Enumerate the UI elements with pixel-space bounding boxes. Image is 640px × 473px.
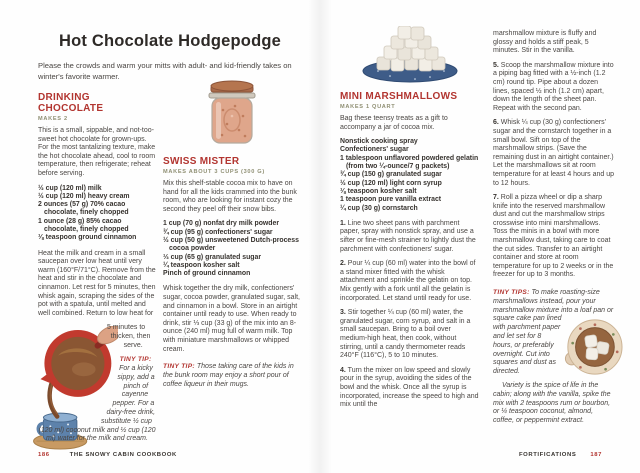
ingredient: ⅓ cup (65 g) granulated sugar	[163, 253, 262, 261]
ingredient: ⅛ teaspoon kosher salt	[340, 187, 417, 195]
recipe-step	[493, 119, 615, 188]
recipe-step	[340, 367, 480, 410]
step-text: Line two sheet pans with parchment paper, spray with nonstick spray, and use a sifter or fine-mesh strainer to lightly dust the parchment with confectioners' sugar.	[340, 219, 476, 253]
ingredient: ¼ teaspoon kosher salt	[163, 261, 240, 269]
tip-label: TINY TIP:	[163, 363, 195, 371]
left-footer	[38, 452, 177, 458]
recipe-swiss-mister	[163, 78, 300, 395]
ingredient: 1 tablespoon unflavored powdered gelatin (from two ¼-ounce/7 g packets)	[340, 154, 479, 171]
ingredient-list	[340, 138, 480, 213]
tip-text: To make roasting-size marshmallows instead, pour your marshmallow mixture into a loaf pan	[493, 289, 606, 314]
tip-text: Those taking care of the kids in the bunk room may enjoy a short pour of coffee liqueur in their mugs.	[163, 363, 294, 388]
step-text: Turn the mixer on low speed and slowly pour in the syrup, avoiding the sides of the bowl and the whisk. Once all the syrup is incorporated, increase the speed to high and mix until the	[340, 366, 479, 409]
step-text: Whisk ¼ cup (30 g) confectioners' sugar and the cornstarch together in a small bowl. Sift on top of the marshmallow strips. (Save the remaining dust in an airtight container.) Let the marshmallows sit at room temperature for at least 4 hours and up to 12 hours.	[493, 119, 615, 187]
page-number: 186	[38, 452, 50, 458]
ingredient: ½ cup (120 ml) heavy cream	[38, 192, 130, 200]
tiny-tip	[493, 289, 615, 377]
step-number: 6.	[493, 119, 499, 127]
ingredient: ½ cup (120 ml) light corn syrup	[340, 179, 442, 187]
recipe-heading: DRINKING CHOCOLATE	[38, 92, 104, 114]
tiny-tip-variety: Variety is the spice of life in the cabin; along with the vanilla, spike the mix with 2 teaspoons rum or bourbon, or ¼ teaspoon coconut, almond, coffee, or peppermint extract.	[493, 382, 611, 425]
ingredient: Confectioners' sugar	[340, 146, 409, 154]
cocoa-jar-illustration	[203, 80, 261, 146]
ingredient: 1 ounce (28 g) 85% cacao chocolate, finely chopped	[38, 217, 129, 234]
step-number: 1.	[340, 219, 346, 227]
marshmallow-pile-art	[360, 26, 460, 84]
recipe-yield: MAKES 1 QUART	[340, 104, 396, 110]
recipe-drinking-chocolate	[38, 92, 156, 452]
ingredient-list	[163, 220, 300, 278]
ingredient: ¼ cup (30 g) cornstarch	[340, 204, 418, 212]
recipe-step	[340, 309, 480, 361]
recipe-step	[340, 220, 480, 254]
pour-illustration-zone	[38, 324, 156, 452]
recipe-mini-marshmallows	[340, 24, 480, 416]
recipe-step	[340, 260, 480, 303]
recipe-step	[493, 62, 615, 114]
recipe-yield: MAKES 2	[38, 116, 68, 122]
instructions-continued: 5 minutes to thicken, then serve.	[107, 324, 151, 349]
footer-chapter-title: FORTIFICATIONS	[518, 452, 577, 458]
ingredient: ¾ cup (95 g) confectioners' sugar	[163, 228, 273, 236]
page-number: 187	[590, 452, 602, 458]
page-gutter	[308, 0, 332, 473]
recipe-heading: SWISS MISTER	[163, 156, 240, 167]
step-number: 3.	[340, 309, 346, 317]
step-text: Roll a pizza wheel or dip a sharp knife into the reserved marshmallow dust and cut the marshmallow strips crosswise into mini marshmallows. Toss the minis in a bowl with more marshmallow dust, taking care to coat the cut sides. Transfer to an airtight container and store at room temperature for up to 2 weeks or in the freezer for up to 3 months.	[493, 194, 614, 279]
step-text: Scoop the marshmallow mixture into a piping bag fitted with a ½-inch (1.2 cm) round tip. Pipe about a dozen lines, spaced ½ inch (1.2 cm) apart, down the length of the sheet pan. Repeat with the second pan.	[493, 61, 614, 112]
step-number: 2.	[340, 260, 346, 268]
step-number: 7.	[493, 194, 499, 202]
footer-book-title: THE SNOWY CABIN COOKBOOK	[69, 452, 177, 458]
ingredient: 1 teaspoon pure vanilla extract	[340, 196, 442, 204]
ingredient: Pinch of ground cinnamon	[163, 270, 251, 278]
recipe-yield: MAKES ABOUT 3 CUPS (300 G)	[163, 169, 265, 175]
recipe-steps-continued	[493, 30, 615, 431]
page-title: Hot Chocolate Hodgepodge	[58, 32, 282, 50]
tip-label: TINY TIPS:	[493, 289, 530, 297]
step-number: 5.	[493, 61, 499, 69]
ingredient: ½ cup (120 ml) milk	[38, 184, 102, 192]
ingredient-list	[38, 185, 156, 243]
ingredient: 1 cup (70 g) nonfat dry milk powder	[163, 220, 280, 228]
ingredient: ⅛ teaspoon ground cinnamon	[38, 234, 137, 242]
tip-label: TINY TIP:	[119, 356, 152, 364]
cocoa-mug-illustration	[563, 317, 623, 377]
recipe-heading: MINI MARSHMALLOWS	[340, 91, 458, 102]
step-text: Pour ¼ cup (60 ml) water into the bowl of a stand mixer fitted with the whisk attachment and sprinkle the gelatin on top. Mix gently with a fork until all the gelatin is incorporated. Let stand until ready for use.	[340, 260, 476, 302]
step-continuation: marshmallow mixture is fluffy and glossy and holds a stiff peak, 5 minutes. Stir in the vanilla.	[493, 30, 597, 55]
recipe-description: Mix this shelf-stable cocoa mix to have on hand for all the kids crammed into the bunk room, who are looking for instant cozy the second they peel off their snow bibs.	[163, 180, 297, 213]
intro-text: Please the crowds and warm your mitts with adult- and kid-friendly takes on winter's favorite warmer.	[38, 61, 292, 81]
right-footer	[519, 452, 602, 458]
cocoa-mug-art	[563, 317, 623, 377]
tiny-tip	[163, 363, 300, 389]
tiny-tips	[493, 289, 615, 431]
tip-text: or square cake pan lined with parchment paper and let set for 8 hours, or preferably overnight. Cut into squares and dust as directed.	[493, 306, 614, 376]
step-number: 4.	[340, 366, 346, 374]
ingredient: 2 ounces (57 g) 70% cacao chocolate, finely chopped	[38, 201, 129, 217]
cocoa-jar-art	[203, 80, 261, 146]
ingredient: ½ cup (50 g) unsweetened Dutch-process cocoa powder	[163, 236, 299, 253]
recipe-description: This is a small, sippable, and not-too-sweet hot chocolate for grown-ups. For the most tantalizing texture, make the hot chocolate ahead, cool to room temperature, then refrigerate; reheat before serving.	[38, 127, 156, 177]
ingredient: ¾ cup (150 g) granulated sugar	[340, 171, 442, 179]
recipe-step	[493, 194, 615, 280]
marshmallow-pile-illustration	[360, 26, 460, 84]
step-text: Stir together ¼ cup (60 ml) water, the granulated sugar, corn syrup, and salt in a small saucepan. Bring to a boil over medium-high heat, then cook, without stirring, until a candy thermometer reads 240°F (116°C), 5 to 10 minutes.	[340, 309, 471, 360]
ingredient: Nonstick cooking spray	[340, 138, 418, 146]
recipe-instructions: Heat the milk and cream in a small saucepan over low heat until very warm (160°F/71°C). Remove from the heat and stir in the chocolate and cinnamon. Let rest for 5 minutes, then whisk again, scraping the sides of the pot with a spatula, until melted and well combined. Return to low heat for	[38, 249, 156, 317]
recipe-instructions: Whisk together the dry milk, confectioners' sugar, cocoa powder, granulated sugar, salt, and cinnamon in a bowl. Store in an airtight container until ready to use. When ready to drink, stir ⅓ cup (33 g) of the mix into an 8-ounce (240 ml) mug full of warm milk. Top with miniature marshmallows or whipped cream.	[163, 285, 300, 353]
recipe-description: Bag these teensy treats as a gift to accompany a jar of cocoa mix.	[340, 115, 448, 131]
tip-text: For a kicky sippy, add a pinch of cayenne pepper. For a dairy-free drink, substitute ½ cup (120 ml) coconut milk and ½ cup (120 ml) water for the milk and cream.	[38, 364, 156, 443]
